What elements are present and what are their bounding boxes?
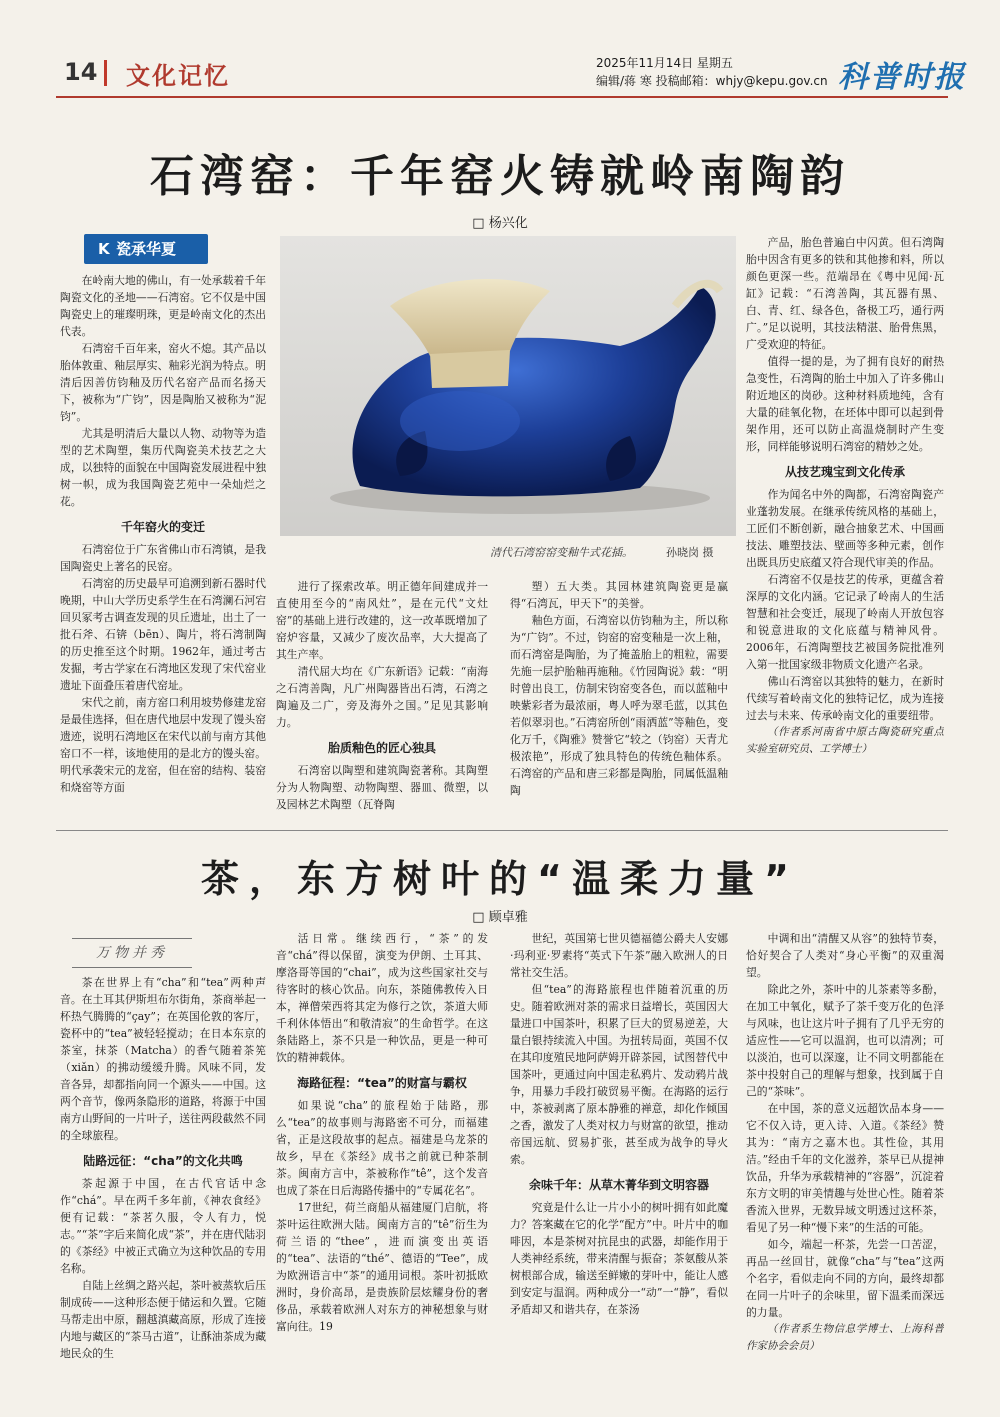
subheading: 余味千年：从草木菁华到文明容器	[528, 1178, 709, 1192]
paragraph: 活日常。继续西行，“茶”的发音“chá”得以保留，演变为伊朗、土耳其、摩洛哥等国的“chai”，成为这些国家社交与待客时的核心饮品。向东，茶随佛教传入日本，禅僧荣西将其定为修行之饮，茶道大师千利休体悟出“和敬清寂”的生命哲学。在这条陆路上，茶不只是一种饮品，更是一种可饮的精神载体。	[276, 932, 488, 1064]
article2-title: 茶，东方树叶的“温柔力量”	[201, 857, 799, 901]
article2-column-2	[276, 930, 488, 1384]
subheading: 陆路远征：“cha”的文化共鸣	[83, 1154, 243, 1168]
paragraph: 石湾窑不仅是技艺的传承，更蕴含着深厚的文化内涵。它记录了岭南人的生活智慧和社会变迁，展现了岭南人开放包容和锐意进取的文化底蕴与精神风骨。2006年，石湾陶塑技艺被国务院批准列入第一批国家级非物质文化遗产名录。	[746, 573, 944, 671]
paragraph: 清代屈大均在《广东新语》记载：“南海之石湾善陶，凡广州陶器皆出石湾，石湾之陶遍及二广，旁及海外之国。”足见其影响力。	[276, 665, 488, 729]
article1-column-4	[746, 234, 944, 824]
article1-column-3	[510, 578, 728, 824]
paragraph: 石湾窑以陶塑和建筑陶瓷著称。其陶塑分为人物陶塑、动物陶塑、器皿、微塑，以及园林艺术陶塑（瓦脊陶	[276, 764, 488, 811]
section-name: 文化记忆	[126, 62, 230, 90]
header-separator	[104, 60, 107, 86]
subheading: 胎质釉色的匠心独具	[327, 741, 436, 755]
subheading: 海路征程：“tea”的财富与霸权	[297, 1076, 467, 1090]
paragraph: 茶起源于中国，在古代官话中念作“chá”。早在两千多年前，《神农食经》便有记载：“茶茗久服，令人有力，悦志。”“茶”字后来简化成“茶”，并在唐代陆羽的《茶经》中被正式确立为这种饮品的专用名称。	[60, 1177, 266, 1275]
paragraph: 17世纪，荷兰商船从福建厦门启航，将茶叶运往欧洲大陆。闽南方言的“tê”衍生为荷兰语的“thee”，进而演变出英语的“tea”、法语的“thé”、德语的“Tee”，成为欧洲语言中“茶”的通用词根。茶叶初抵欧洲时，身价高昂，是贵族阶层炫耀身份的奢侈品，承载着欧洲人对东方的神秘想象与财富向往。19	[276, 1201, 488, 1333]
paragraph: 石湾窑位于广东省佛山市石湾镇，是我国陶瓷史上著名的民窑。	[60, 543, 266, 573]
article2-column-3	[510, 930, 728, 1384]
masthead-logo: 科普时报	[838, 60, 966, 95]
paragraph: 但“tea”的海路旅程也伴随着沉重的历史。随着欧洲对茶的需求日益增长，英国因大量进口中国茶叶，积累了巨大的贸易逆差，大量白银持续流入中国。为扭转局面，英国不仅在其印度殖民地阿萨姆开辟茶园，试图替代中国茶叶，更通过向中国走私鸦片、发动鸦片战争，用暴力手段打破贸易平衡。在海路的运行中，茶被剥离了原本静雅的禅意，却化作倾国之香，激发了人类对权力与财富的欲望，推动帝国远航、贸易扩张，甚至成为战争的导火索。	[510, 983, 728, 1166]
paragraph: 作为闻名中外的陶都，石湾窑陶瓷产业蓬勃发展。在继承传统风格的基础上，工匠们不断创新，融合抽象艺术、中国画技法、雕塑技法、壁画等多种元素，创作出既具历史底蕴又符合现代审美的作品。	[746, 488, 944, 569]
badge-label: 瓷承华夏	[116, 240, 177, 258]
photo-caption: 清代石湾窑窑变釉牛式花插。	[490, 546, 633, 559]
author-signature: （作者系河南省中原古陶瓷研究重点实验室研究员、工学博士）	[746, 726, 944, 755]
paragraph: 茶在世界上有“cha”和“tea”两种声音。在土耳其伊斯坦布尔街角，茶商举起一杯热气腾腾的“çay”；在英国伦敦的客厅，瓷杯中的“tea”被轻轻搅动；在日本东京的茶室，抹茶（Matcha）的香气随着茶筅（xiǎn）的拂动缓缓升腾。风味不同，发音各异，却都指向同一个源头——中国。这两个音节，像两条隐形的道路，将源于中国南方山野间的一片叶子，送往两段截然不同的全球旅程。	[60, 976, 266, 1142]
paragraph: 进行了探索改革。明正德年间建成并一直使用至今的“南风灶”，是在元代“文灶窑”的基础上进行改建的，这一改革既增加了窑炉容量，又减少了废次品率，大大提高了其生产率。	[276, 580, 488, 661]
article1-byline: □ 杨兴化	[472, 216, 528, 231]
article2-column-1	[60, 974, 266, 1384]
paragraph: 产品，胎色普遍白中闪黄。但石湾陶胎中因含有更多的铁和其他掺和料，所以颜色更深一些。范端昂在《粤中见闻·瓦缸》记载：“石湾善陶，其瓦器有黑、白、青、红、绿各色，备极工巧，通行两广。”足以说明，其技法精湛、胎骨焦黑，广受欢迎的特征。	[746, 236, 944, 351]
author-signature: （作者系生物信息学博士、上海科普作家协会会员）	[746, 1323, 944, 1352]
paragraph: 在中国，茶的意义远超饮品本身——它不仅入诗，更入诗、入道。《茶经》赞其为：“南方之嘉木也。其性俭，其用洁。”经由千年的文化滋养，茶早已从提神饮品，升华为承载精神的“容器”，沉淀着东方文明的审美情趣与处世心性。随着茶香流入世界，无数异域文明透过这杯茶，看见了另一种“慢下来”的生活的可能。	[746, 1102, 944, 1234]
editor-line: 编辑/蒋 寒 投稿邮箱：whjy@kepu.gov.cn	[596, 74, 828, 88]
subheading: 千年窑火的变迁	[120, 520, 205, 534]
page-number: 14	[64, 58, 98, 86]
paragraph: 塑）五大类。其园林建筑陶瓷更是赢得“石湾瓦，甲天下”的美誉。	[510, 580, 728, 610]
article1-column-1	[60, 272, 266, 824]
k-logo-icon: K	[98, 240, 110, 258]
paragraph: 佛山石湾窑以其独特的魅力，在新时代续写着岭南文化的独特记忆，成为连接过去与未来、传承岭南文化的重要纽带。	[746, 675, 944, 722]
article1-title: 石湾窑：千年窑火铸就岭南陶韵	[150, 151, 850, 202]
article-photo-ox-vase	[280, 236, 736, 536]
paragraph: 自陆上丝绸之路兴起，茶叶被蒸软后压制成砖——这种形态便于储运和久置。它随马帮走出中原，翻越滇藏高原，形成了连接内地与藏区的“茶马古道”，让酥油茶成为藏地民众的生	[60, 1279, 266, 1360]
article-divider	[56, 830, 948, 831]
paragraph: 釉色方面，石湾窑以仿钧釉为主，所以称为“广钧”。不过，钧窑的窑变釉是一次上釉，而石湾窑是陶胎，为了掩盖胎上的粗粒，需要先施一层护胎釉再施釉。《竹园陶说》载：“明时曾出良工，仿制宋钧窑变各色，而以蓝釉中映紫彩者为最浓丽，粤人呼为翠毛蓝，以其色若似翠羽也。”石湾窑所创“雨洒蓝”等釉色，变化万千，《陶雅》赞誉它“较之（钧窑）天青尤极浓艳”，形成了独具特色的传统色釉体系。石湾窑的产品和唐三彩都是陶胎，同属低温釉陶	[510, 614, 728, 797]
article2-byline: □ 顾卓雅	[472, 910, 528, 925]
subheading: 从技艺瑰宝到文化传承	[784, 465, 905, 479]
article2-column-4	[746, 930, 944, 1384]
column-badge	[84, 234, 208, 264]
date-line: 2025年11月14日 星期五	[596, 56, 733, 70]
photo-credit: 孙晓岗 摄	[666, 546, 714, 559]
paragraph: 石湾窑千百年来，窑火不熄。其产品以胎体敦重、釉层厚实、釉彩光润为特点。明清后因善仿钧釉及历代名窑产品而名扬天下，被称为“广钧”，因是陶胎又被称为“泥钧”。	[60, 342, 266, 423]
paragraph: 石湾窑的历史最早可追溯到新石器时代晚期，中山大学历史系学生在石湾澜石河宕回贝冢考古调查发现的贝丘遗址，出土了一批石斧、石锛（bēn）、陶片，将石湾制陶的历史推至这个时期。1962年，通过考古发掘，考古学家在石湾地区发现了宋代窑业遗址下面叠压着唐代窑址。	[60, 577, 266, 692]
paragraph: 中调和出“清醒又从容”的独特节奏，恰好契合了人类对“身心平衡”的双重渴望。	[746, 932, 944, 979]
header-rule	[56, 96, 948, 98]
paragraph: 如果说“cha”的旅程始于陆路，那么“tea”的故事则与海路密不可分，而福建省，正是这段故事的起点。福建是乌龙茶的故乡，早在《茶经》成书之前就已种茶制茶。闽南方言中，茶被称作“tê”，这个发音也成了茶在日后海路传播中的“专属花名”。	[276, 1099, 488, 1197]
article1-column-2	[276, 578, 488, 824]
paragraph: 宋代之前，南方窑口利用坡势修建龙窑是最佳选择，但在唐代地层中发现了馒头窑遗迹，说明石湾地区在宋代以前与南方其他窑口不一样，该地使用的是北方的馒头窑。明代承袭宋元的龙窑，但在窑的结构、装窑和烧窑等方面	[60, 696, 266, 794]
column-badge: 万物并秀	[72, 938, 192, 968]
ox-vase-image	[280, 236, 736, 536]
paragraph: 除此之外，茶叶中的儿茶素等多酚，在加工中氧化，赋予了茶千变万化的色泽与风味，也让这片叶子拥有了几乎无穷的适应性——它可以温润，也可以清冽；可以淡泊，也可以深邃，让不同文明都能在茶中投射自己的理解与想象，找到属于自己的“茶味”。	[746, 983, 944, 1098]
paragraph: 世纪，英国第七世贝德福德公爵夫人安娜·玛利亚·罗素将“英式下午茶”融入欧洲人的日常社交生活。	[510, 932, 728, 979]
paragraph: 尤其是明清后大量以人物、动物等为造型的艺术陶塑，集历代陶瓷美术技艺之大成，以独特的面貌在中国陶瓷发展进程中独树一帜，成为我国陶瓷艺苑中一朵灿烂之花。	[60, 427, 266, 508]
paragraph: 如今，端起一杯茶，先尝一口苦涩，再品一丝回甘，就像“cha”与“tea”这两个名字，看似走向不同的方向，最终却都在同一片叶子的余味里，留下温柔而深远的力量。	[746, 1238, 944, 1319]
paragraph: 在岭南大地的佛山，有一处承载着千年陶瓷文化的圣地——石湾窑。它不仅是中国陶瓷史上的璀璨明珠，更是岭南文化的杰出代表。	[60, 274, 266, 338]
paragraph: 究竟是什么让一片小小的树叶拥有如此魔力？答案藏在它的化学“配方”中。叶片中的咖啡因，本是茶树对抗昆虫的武器，却能作用于人类神经系统，带来清醒与振奋；茶氨酸从茶树根部合成，输送至鲜嫩的芽叶中，能让人感到安定与温润。两种成分一“动”一“静”，看似矛盾却又和谐共存，在茶汤	[510, 1201, 728, 1316]
paragraph: 值得一提的是，为了拥有良好的耐热急变性，石湾陶的胎土中加入了许多佛山附近地区的岗砂。这种材料质地纯，含有大量的硅氧化物，在坯体中即可以起到骨架作用，还可以防止高温烧制时产生变形，同样能够说明石湾窑的精妙之处。	[746, 355, 944, 453]
